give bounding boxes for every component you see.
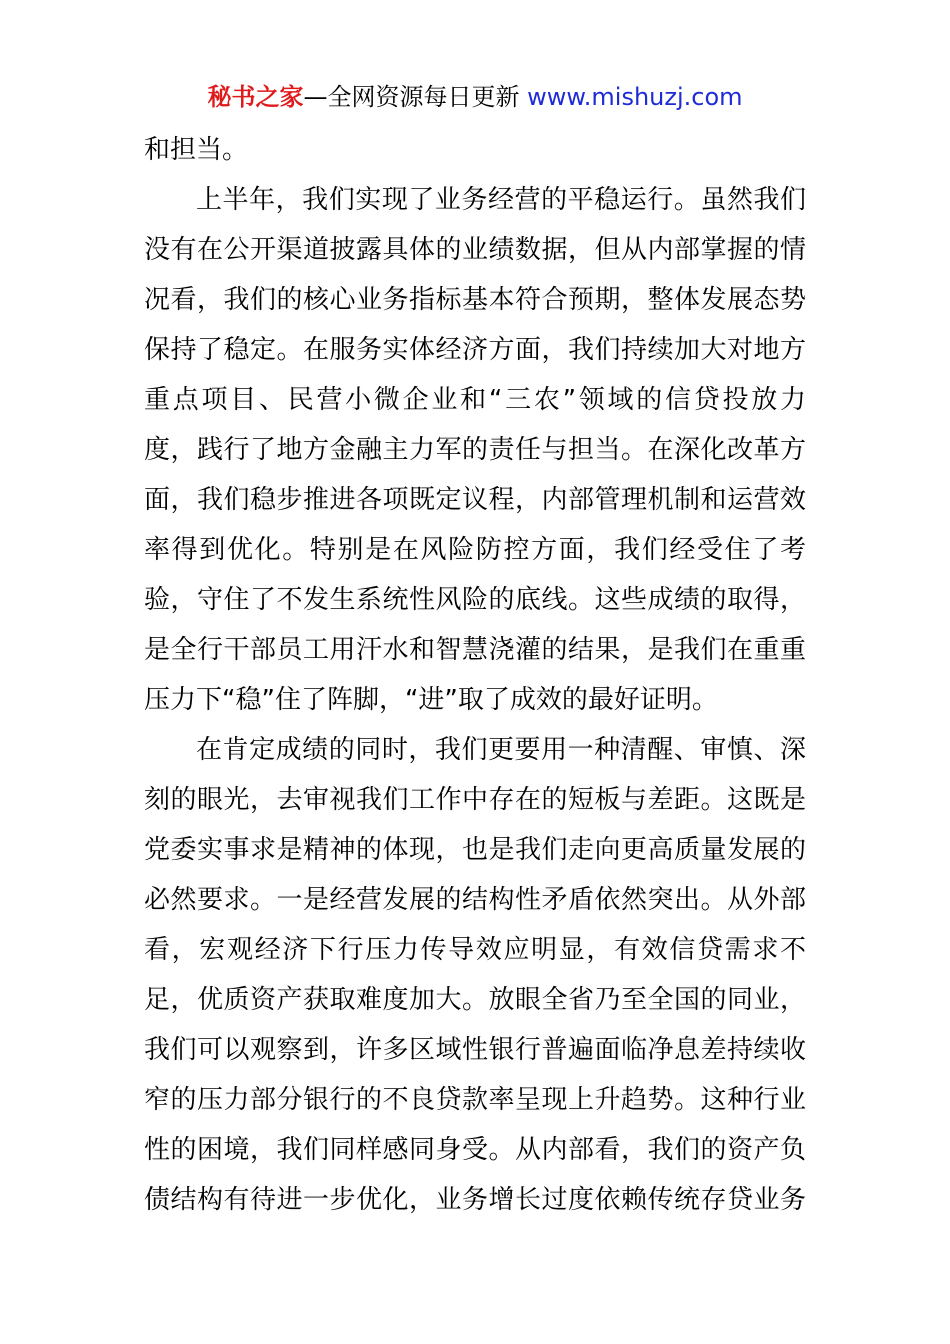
text-line: 和担当。 <box>144 135 249 165</box>
text-line: 必然要求。一是经营发展的结构性矛盾依然突出。从外部 <box>144 885 806 915</box>
text-line: 度，践行了地方金融主力军的责任与担当。在深化改革方 <box>144 435 806 465</box>
document-body <box>144 125 806 1225</box>
text-line: 刻的眼光，去审视我们工作中存在的短板与差距。这既是 <box>144 785 806 815</box>
text-line: 足，优质资产获取难度加大。放眼全省乃至全国的同业， <box>144 985 806 1015</box>
text-line: 重点项目、民营小微企业和“三农”领域的信贷投放力 <box>144 385 806 415</box>
text-line: 党委实事求是精神的体现，也是我们走向更高质量发展的 <box>144 835 806 865</box>
text-line: 窄的压力部分银行的不良贷款率呈现上升趋势。这种行业 <box>144 1085 806 1115</box>
paragraph-last-line: 压力下“稳”住了阵脚，“进”取了成效的最好证明。 <box>144 685 718 715</box>
site-header <box>0 80 950 114</box>
paragraph-first-line: 上半年，我们实现了业务经营的平稳运行。虽然我们 <box>196 185 806 215</box>
text-line: 性的困境，我们同样感同身受。从内部看，我们的资产负 <box>144 1135 806 1165</box>
site-url-link[interactable]: www.mishuzj.com <box>527 83 743 111</box>
text-line: 是全行干部员工用汗水和智慧浇灌的结果，是我们在重重 <box>144 635 806 665</box>
text-line: 债结构有待进一步优化，业务增长过度依赖传统存贷业务 <box>144 1185 806 1215</box>
paragraph-first-line: 在肯定成绩的同时，我们更要用一种清醒、审慎、深 <box>196 735 806 765</box>
text-line: 我们可以观察到，许多区域性银行普遍面临净息差持续收 <box>144 1035 806 1065</box>
site-brand: 秘书之家 <box>207 83 304 111</box>
text-line: 看，宏观经济下行压力传导效应明显，有效信贷需求不 <box>144 935 806 965</box>
text-line: 保持了稳定。在服务实体经济方面，我们持续加大对地方 <box>144 335 806 365</box>
text-line: 面，我们稳步推进各项既定议程，内部管理机制和运营效 <box>144 485 806 515</box>
text-line: 况看，我们的核心业务指标基本符合预期，整体发展态势 <box>144 285 806 315</box>
site-tagline: —全网资源每日更新 <box>303 83 520 111</box>
text-line: 验，守住了不发生系统性风险的底线。这些成绩的取得， <box>144 585 806 615</box>
text-line: 没有在公开渠道披露具体的业绩数据，但从内部掌握的情 <box>144 235 806 265</box>
text-line: 率得到优化。特别是在风险防控方面，我们经受住了考 <box>144 535 806 565</box>
